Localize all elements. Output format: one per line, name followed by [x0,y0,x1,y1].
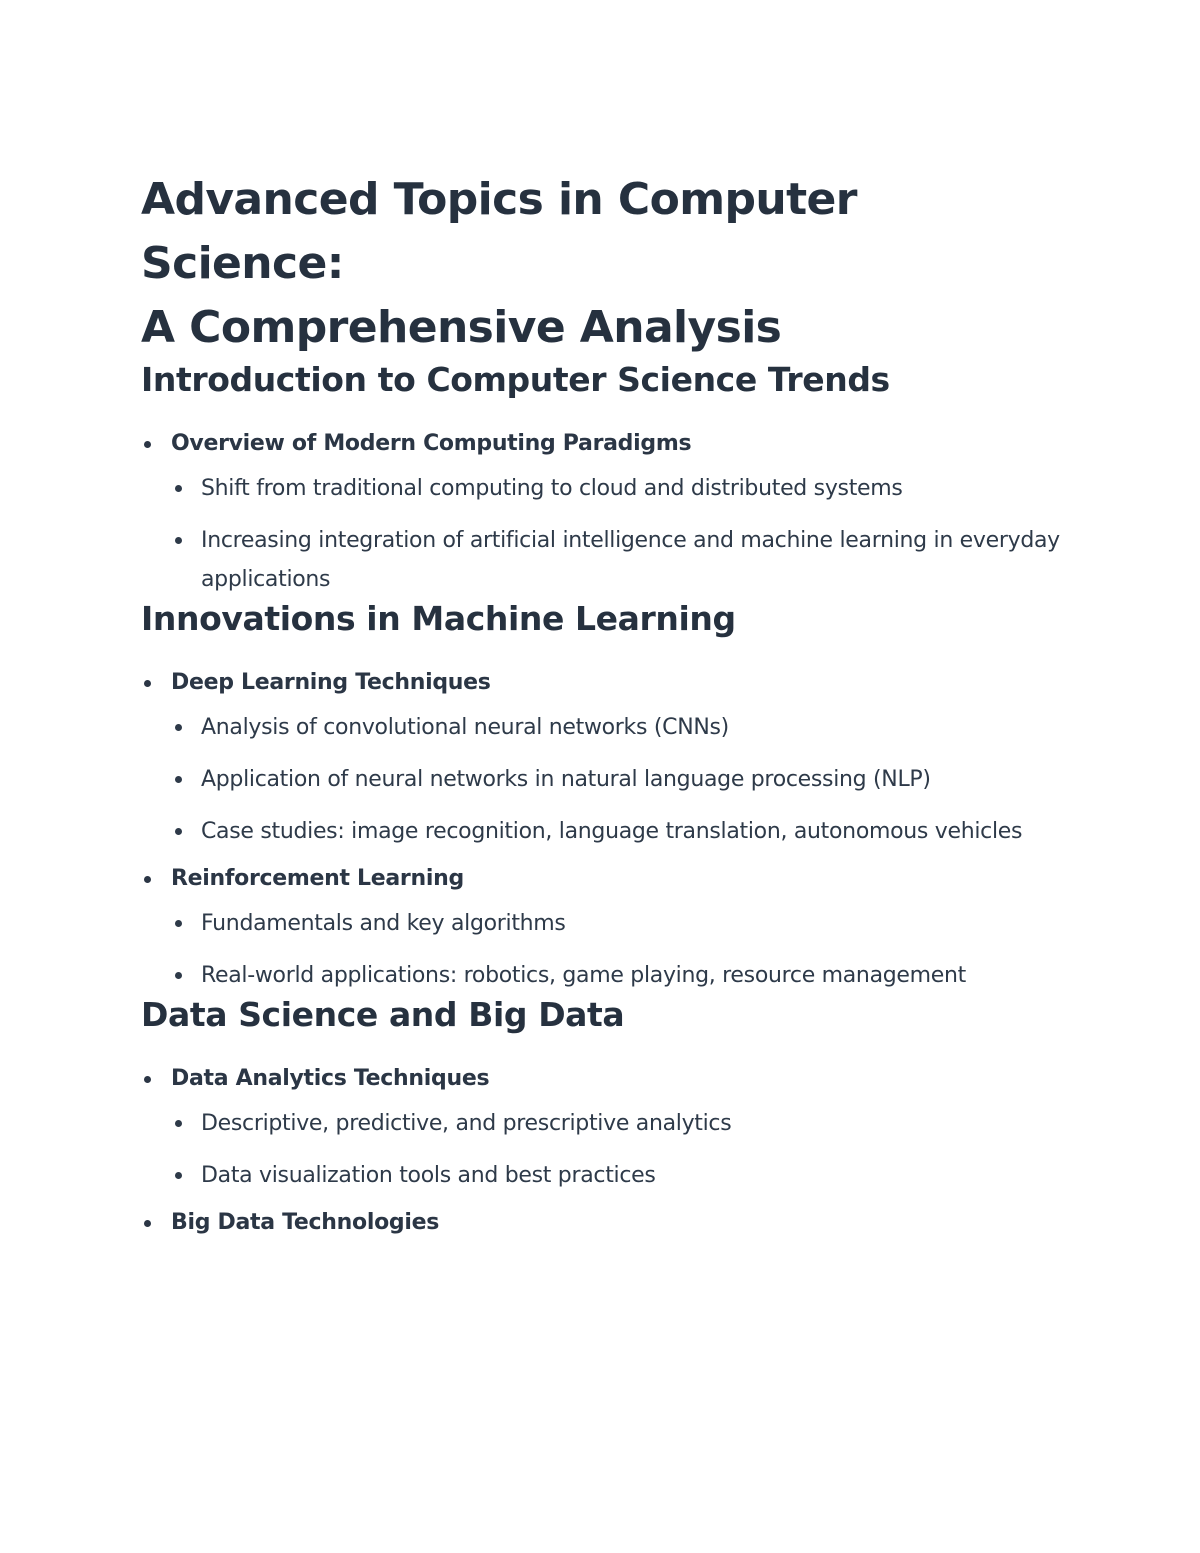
topic-item [141,669,1060,851]
topic-label: Reinforcement Learning [171,866,464,891]
topic-label: Deep Learning Techniques [171,670,491,695]
topic-item [141,430,1060,599]
list-item: Increasing integration of artificial intelligence and machine learning in everyday applications [171,521,1060,599]
list-item: Real-world applications: robotics, game playing, resource management [171,956,1060,995]
topic-label: Big Data Technologies [171,1210,439,1235]
topic-item [141,865,1060,995]
section-heading-intro: Introduction to Computer Science Trends [141,360,890,399]
point-list [171,904,1060,995]
list-item: Application of neural networks in natural language processing (NLP) [171,760,1060,799]
list-item: Descriptive, predictive, and prescriptive analytics [171,1104,1060,1143]
document-title-line-2: A Comprehensive Analysis [141,302,782,353]
list-item: Case studies: image recognition, language translation, autonomous vehicles [171,812,1060,851]
list-item: Data visualization tools and best practices [171,1156,1060,1195]
section-heading-machine-learning: Innovations in Machine Learning [141,599,736,638]
topic-list [141,669,1060,995]
document-title-line-1: Advanced Topics in Computer Science: [141,174,857,289]
point-list [171,469,1060,599]
topic-label: Overview of Modern Computing Paradigms [171,431,692,456]
list-item: Fundamentals and key algorithms [171,904,1060,943]
topic-list [141,430,1060,599]
topic-list [141,1065,1060,1237]
point-list [171,1104,1060,1195]
topic-item [141,1209,1060,1237]
document-title [141,168,1060,360]
list-item: Analysis of convolutional neural networks (CNNs) [171,708,1060,747]
topic-label: Data Analytics Techniques [171,1066,490,1091]
point-list [171,708,1060,851]
section-heading-data-science: Data Science and Big Data [141,995,625,1034]
list-item: Shift from traditional computing to cloud and distributed systems [171,469,1060,508]
topic-item [141,1065,1060,1195]
